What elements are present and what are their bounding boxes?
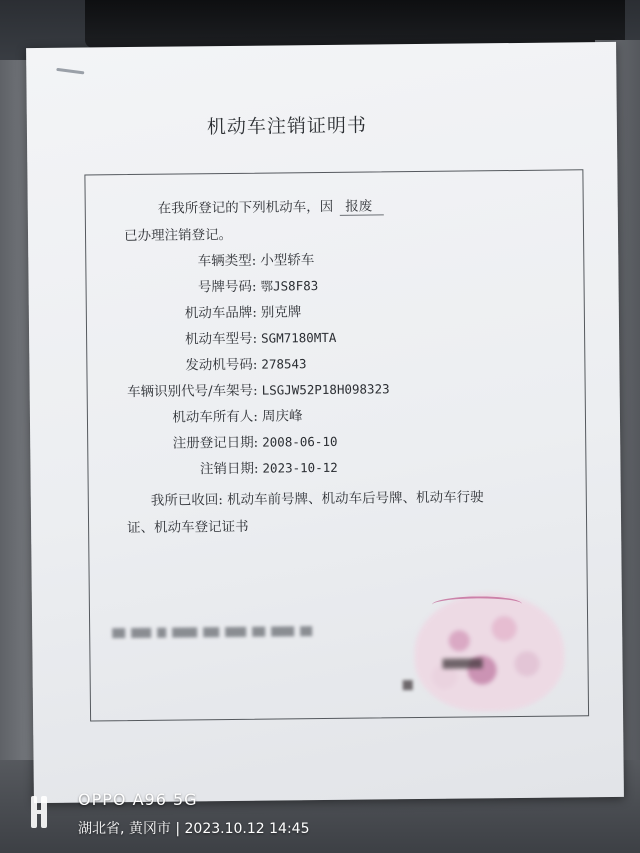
monitor-edge [85,0,625,48]
intro-suffix: 已办理注销登记。 [123,226,233,245]
redacted-text [112,625,312,639]
field-label: 注销日期: [199,460,259,478]
intro-line [158,194,384,217]
field-row-plate-number [86,274,318,296]
field-value: SGM7180MTA [261,329,337,346]
collected-items-line1: 我所已收回: 机动车前号牌、机动车后号牌、机动车行驶 [150,489,484,509]
field-label: 机动车所有人: [172,408,259,426]
field-label: 注册登记日期: [172,434,259,452]
redacted-mark [442,658,482,668]
field-row-vin [88,377,390,400]
field-row-engine-number [87,352,306,374]
field-label: 车辆识别代号/车架号: [126,382,258,401]
field-value: 别克牌 [260,304,302,321]
redacted-mark [403,680,413,690]
certificate-paper [26,42,624,803]
field-row-model [87,326,336,349]
field-row-cancellation-date [88,456,337,479]
field-value: LSGJW52P18H098323 [261,381,390,398]
watermark-location-time: 湖北省, 黄冈市 | 2023.10.12 14:45 [78,821,310,837]
field-row-brand [87,300,302,322]
field-row-vehicle-type [86,248,314,270]
field-label: 机动车品牌: [184,304,257,322]
field-value: 鄂JS8F83 [260,278,319,294]
field-label: 号牌号码: [197,278,257,296]
document-title: 机动车注销证明书 [206,114,368,139]
field-value: 2023-10-12 [262,459,338,476]
cancellation-reason: 报废 [339,194,383,215]
collected-items-line2: 证、机动车登记证书 [127,518,249,537]
field-value: 小型轿车 [260,252,315,269]
field-label: 发动机号码: [185,356,258,374]
field-label: 车辆类型: [197,252,257,270]
field-value: 周庆峰 [261,408,303,425]
camera-brand-logo-icon [30,794,52,830]
intro-prefix: 在我所登记的下列机动车，因 [157,198,334,217]
field-value: 2008-06-10 [262,433,338,450]
field-row-registration-date [88,430,337,453]
field-value: 278543 [261,356,307,372]
field-row-owner [88,404,303,426]
watermark-brand: OPPO A96 5G [78,790,198,809]
staple [56,68,84,75]
field-label: 机动车型号: [184,330,258,348]
